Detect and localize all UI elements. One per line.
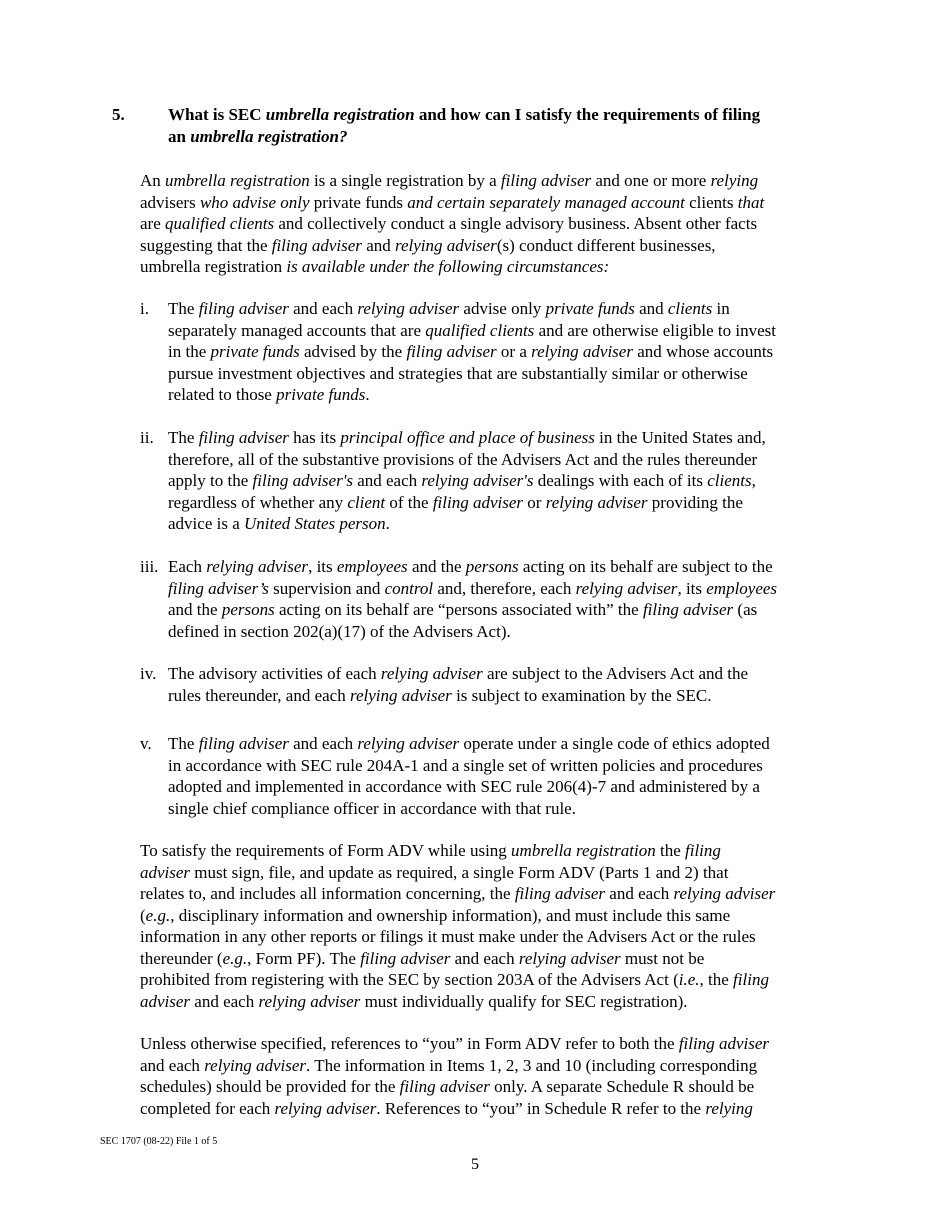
- text-run: supervision and: [268, 578, 385, 598]
- italic-term: filing adviser: [432, 492, 524, 512]
- text-run: or: [523, 492, 546, 512]
- italic-term: filing adviser: [406, 342, 497, 361]
- text-run: information in any other reports or filings it must make under the Advisers Act or the rules: [140, 927, 756, 946]
- text-run: advisers: [140, 192, 196, 212]
- text-run: , Form PF). The: [247, 948, 361, 968]
- text-line: [140, 213, 840, 235]
- list-item-text: [168, 427, 840, 535]
- text-line: [168, 492, 840, 514]
- text-run: operate under a single code of ethics adopted: [459, 734, 770, 753]
- text-run: are: [140, 214, 166, 233]
- text-run: The: [168, 734, 199, 753]
- text-run: dealings with each of its: [533, 471, 708, 490]
- question-number: 5.: [112, 105, 125, 124]
- text-line: [168, 427, 840, 449]
- text-run: and one or more: [591, 171, 711, 190]
- text-run: .: [385, 514, 390, 533]
- text-line: [140, 991, 840, 1013]
- italic-term: is available under the following circumstances:: [282, 257, 610, 276]
- italic-term: private funds: [210, 342, 300, 361]
- text-run: . References to “you” in Schedule R refer to the: [376, 1098, 706, 1118]
- text-run: (s) conduct different businesses,: [496, 235, 716, 255]
- text-run: in accordance with SEC rule 204A-1 and a single set of written policies and procedures: [168, 755, 763, 775]
- text-run: schedules) should be provided for the: [140, 1077, 400, 1096]
- references-paragraph: [140, 1033, 840, 1119]
- italic-term: e.g.: [222, 948, 248, 968]
- italic-term: relying adviser: [518, 948, 621, 968]
- text-line: [140, 926, 840, 948]
- text-line: [140, 235, 840, 257]
- italic-term: relying adviser: [349, 685, 452, 705]
- list-item-text: [168, 663, 840, 706]
- text-run: has its: [288, 428, 341, 447]
- text-run: Unless otherwise specified, references to “you” in Form ADV refer to both the: [140, 1034, 679, 1053]
- italic-term: filing adviser’s: [168, 578, 269, 598]
- italic-term: who advise only: [195, 192, 314, 212]
- italic-term: relying adviser: [357, 734, 460, 753]
- text-line: [168, 776, 840, 798]
- text-run: the: [655, 841, 685, 860]
- list-item-number: iv.: [140, 664, 157, 683]
- italic-term: clients: [667, 299, 713, 318]
- text-run: only. A separate Schedule R should be: [489, 1077, 755, 1096]
- text-run: and each: [288, 734, 358, 753]
- text-run: related to those: [168, 385, 277, 404]
- text-run: is a single registration by a: [309, 171, 501, 190]
- italic-term: private funds: [276, 385, 366, 404]
- text-run: (: [140, 905, 146, 925]
- text-line: [168, 341, 840, 363]
- italic-term: qualified clients: [425, 320, 535, 340]
- text-run: of the: [385, 492, 433, 512]
- text-line: [168, 621, 840, 643]
- text-line: [140, 170, 840, 192]
- italic-term: filing adviser's: [252, 471, 353, 490]
- italic-term: filing adviser: [198, 299, 289, 318]
- text-line: [168, 363, 840, 385]
- italic-term: filing adviser: [399, 1077, 490, 1096]
- text-line: [168, 733, 840, 755]
- text-line: [168, 320, 840, 342]
- text-run: in: [712, 299, 730, 318]
- italic-term: umbrella registration: [265, 105, 415, 124]
- question-line: [168, 104, 832, 126]
- text-line: [168, 470, 840, 492]
- italic-term: relying adviser: [394, 235, 497, 255]
- text-run: and each: [140, 1055, 205, 1075]
- text-run: .: [365, 385, 370, 404]
- text-run: , its: [677, 578, 707, 598]
- text-run: , disciplinary information and ownership information), and must include this same: [170, 905, 731, 925]
- requirements-paragraph: [140, 840, 840, 1012]
- italic-term: filing adviser: [642, 600, 734, 619]
- italic-term: clients: [707, 471, 752, 490]
- italic-term: relying adviser's: [421, 471, 534, 490]
- text-line: [168, 556, 840, 578]
- intro-paragraph: [140, 170, 840, 278]
- text-run: What is SEC: [168, 105, 266, 124]
- text-run: must individually qualify for SEC registration).: [360, 991, 688, 1011]
- text-run: ,: [751, 471, 756, 490]
- text-run: in the: [168, 342, 211, 361]
- text-line: [168, 384, 840, 406]
- italic-term: umbrella registration?: [190, 127, 348, 146]
- page-number: 5: [471, 1156, 479, 1173]
- text-run: An: [140, 171, 166, 190]
- italic-term: principal office and place of business: [340, 428, 595, 447]
- text-run: and: [634, 299, 668, 318]
- italic-term: filing adviser: [500, 171, 592, 190]
- italic-term: client: [347, 492, 386, 512]
- list-item-text: [168, 733, 840, 819]
- italic-term: umbrella registration: [511, 841, 656, 860]
- text-line: [168, 755, 840, 777]
- text-run: is subject to examination by the SEC.: [451, 685, 712, 705]
- text-line: [140, 883, 840, 905]
- text-run: must not be: [620, 948, 705, 968]
- text-run: advice is a: [168, 514, 244, 533]
- text-line: [168, 685, 840, 707]
- text-line: [168, 798, 840, 820]
- italic-term: private funds: [545, 299, 635, 318]
- text-run: an: [168, 127, 191, 146]
- italic-term: relying: [710, 171, 759, 190]
- text-run: and each: [450, 948, 519, 968]
- italic-term: control: [384, 578, 434, 598]
- text-line: [140, 1076, 840, 1098]
- question-line: [168, 126, 832, 148]
- text-run: and are otherwise eligible to invest: [534, 320, 777, 340]
- text-line: [140, 1098, 840, 1120]
- text-line: [140, 192, 840, 214]
- list-item-number: ii.: [140, 428, 154, 447]
- text-run: and whose accounts: [632, 342, 774, 361]
- italic-term: relying adviser: [258, 991, 361, 1011]
- text-run: thereunder (: [140, 948, 223, 968]
- italic-term: employees: [706, 578, 778, 598]
- italic-term: filing adviser: [678, 1034, 770, 1053]
- italic-term: relying: [705, 1098, 753, 1118]
- italic-term: relying adviser: [380, 664, 483, 683]
- italic-term: filing: [685, 841, 721, 860]
- list-item-text: [168, 298, 840, 406]
- text-run: and the: [168, 600, 222, 619]
- text-run: apply to the: [168, 471, 253, 490]
- italic-term: United States person: [244, 514, 386, 533]
- italic-term: persons: [465, 557, 519, 576]
- italic-term: i.e.: [678, 970, 700, 989]
- text-run: rules thereunder, and each: [168, 685, 350, 705]
- text-line: [168, 663, 840, 685]
- question-text: [168, 104, 832, 148]
- text-run: acting on its behalf are “persons associated with” the: [274, 600, 643, 619]
- italic-term: employees: [336, 557, 408, 576]
- text-run: defined in section 202(a)(17) of the Advisers Act).: [168, 621, 511, 641]
- text-run: completed for each: [140, 1098, 275, 1118]
- text-run: adopted and implemented in accordance with SEC rule 206(4)-7 and administered by a: [168, 777, 760, 796]
- italic-term: qualified clients: [165, 214, 275, 233]
- text-run: (as: [733, 600, 758, 619]
- text-run: and each: [190, 991, 259, 1011]
- text-run: and collectively conduct a single advisory business. Absent other facts: [274, 214, 758, 233]
- italic-term: and certain separately managed account: [403, 192, 690, 212]
- text-run: regardless of whether any: [168, 492, 348, 512]
- text-line: [140, 862, 840, 884]
- text-line: [140, 905, 840, 927]
- text-line: [140, 1033, 840, 1055]
- text-line: [168, 513, 840, 535]
- text-run: suggesting that the: [140, 235, 272, 255]
- italic-term: filing adviser: [198, 734, 289, 753]
- text-line: [140, 256, 840, 278]
- text-run: advise only: [459, 299, 546, 318]
- italic-term: relying adviser: [531, 342, 633, 361]
- italic-term: relying adviser: [545, 492, 648, 512]
- text-run: or a: [496, 342, 532, 361]
- italic-term: filing adviser: [198, 428, 289, 447]
- text-run: and the: [407, 557, 466, 576]
- text-run: and each: [352, 471, 422, 490]
- italic-term: e.g.: [145, 905, 171, 925]
- text-run: private funds: [313, 192, 403, 212]
- text-line: [168, 578, 840, 600]
- list-item-text: [168, 556, 840, 642]
- italic-term: adviser: [140, 991, 191, 1011]
- text-run: Each: [168, 557, 207, 576]
- italic-term: filing: [733, 970, 769, 989]
- text-line: [168, 298, 840, 320]
- list-item-number: iii.: [140, 557, 159, 576]
- italic-term: that: [733, 192, 765, 212]
- italic-term: adviser: [140, 862, 191, 882]
- text-run: in the United States and,: [594, 428, 766, 447]
- text-run: . The information in Items 1, 2, 3 and 10 (including corresponding: [306, 1055, 758, 1075]
- text-run: and, therefore, each: [433, 578, 576, 598]
- italic-term: relying adviser: [274, 1098, 377, 1118]
- italic-term: relying adviser: [357, 299, 460, 318]
- italic-term: relying adviser: [673, 884, 776, 903]
- text-run: and each: [288, 299, 358, 318]
- italic-term: relying adviser: [206, 557, 309, 576]
- text-run: therefore, all of the substantive provisions of the Advisers Act and the rules thereunder: [168, 449, 758, 469]
- text-line: [140, 1055, 840, 1077]
- text-line: [140, 969, 840, 991]
- italic-term: umbrella registration: [165, 171, 310, 190]
- list-item-number: i.: [140, 299, 149, 318]
- text-run: providing the: [647, 492, 743, 512]
- text-line: [168, 599, 840, 621]
- text-run: prohibited from registering with the SEC by section 203A of the Advisers Act (: [140, 970, 679, 989]
- form-identifier: SEC 1707 (08-22) File 1 of 5: [100, 1136, 218, 1147]
- text-run: The advisory activities of each: [168, 664, 381, 683]
- text-run: , the: [699, 970, 734, 989]
- text-run: The: [168, 428, 199, 447]
- text-run: are subject to the Advisers Act and the: [482, 664, 749, 683]
- text-run: pursue investment objectives and strategies that are substantially similar or otherwise: [168, 363, 748, 383]
- text-run: and each: [605, 884, 674, 903]
- text-run: , its: [308, 557, 337, 576]
- text-run: acting on its behalf are subject to the: [518, 557, 773, 576]
- text-run: and: [361, 235, 395, 255]
- text-line: [140, 948, 840, 970]
- italic-term: persons: [221, 600, 275, 619]
- italic-term: relying adviser: [204, 1055, 307, 1075]
- italic-term: relying adviser: [575, 578, 678, 598]
- text-run: The: [168, 299, 199, 318]
- text-line: [168, 449, 840, 471]
- italic-term: filing adviser: [360, 948, 451, 968]
- text-run: To satisfy the requirements of Form ADV while using: [140, 841, 512, 860]
- text-run: clients: [689, 192, 734, 212]
- text-run: advised by the: [299, 342, 407, 361]
- text-run: umbrella registration: [140, 257, 283, 276]
- list-item-number: v.: [140, 734, 152, 753]
- italic-term: filing adviser: [271, 235, 362, 255]
- text-run: separately managed accounts that are: [168, 320, 426, 340]
- text-run: and how can I satisfy the requirements of filing: [414, 105, 761, 124]
- text-run: relates to, and includes all information concerning, the: [140, 884, 515, 903]
- text-run: single chief compliance officer in accordance with that rule.: [168, 798, 576, 818]
- italic-term: filing adviser: [514, 884, 606, 903]
- text-line: [140, 840, 840, 862]
- text-run: must sign, file, and update as required, a single Form ADV (Parts 1 and 2) that: [190, 862, 729, 882]
